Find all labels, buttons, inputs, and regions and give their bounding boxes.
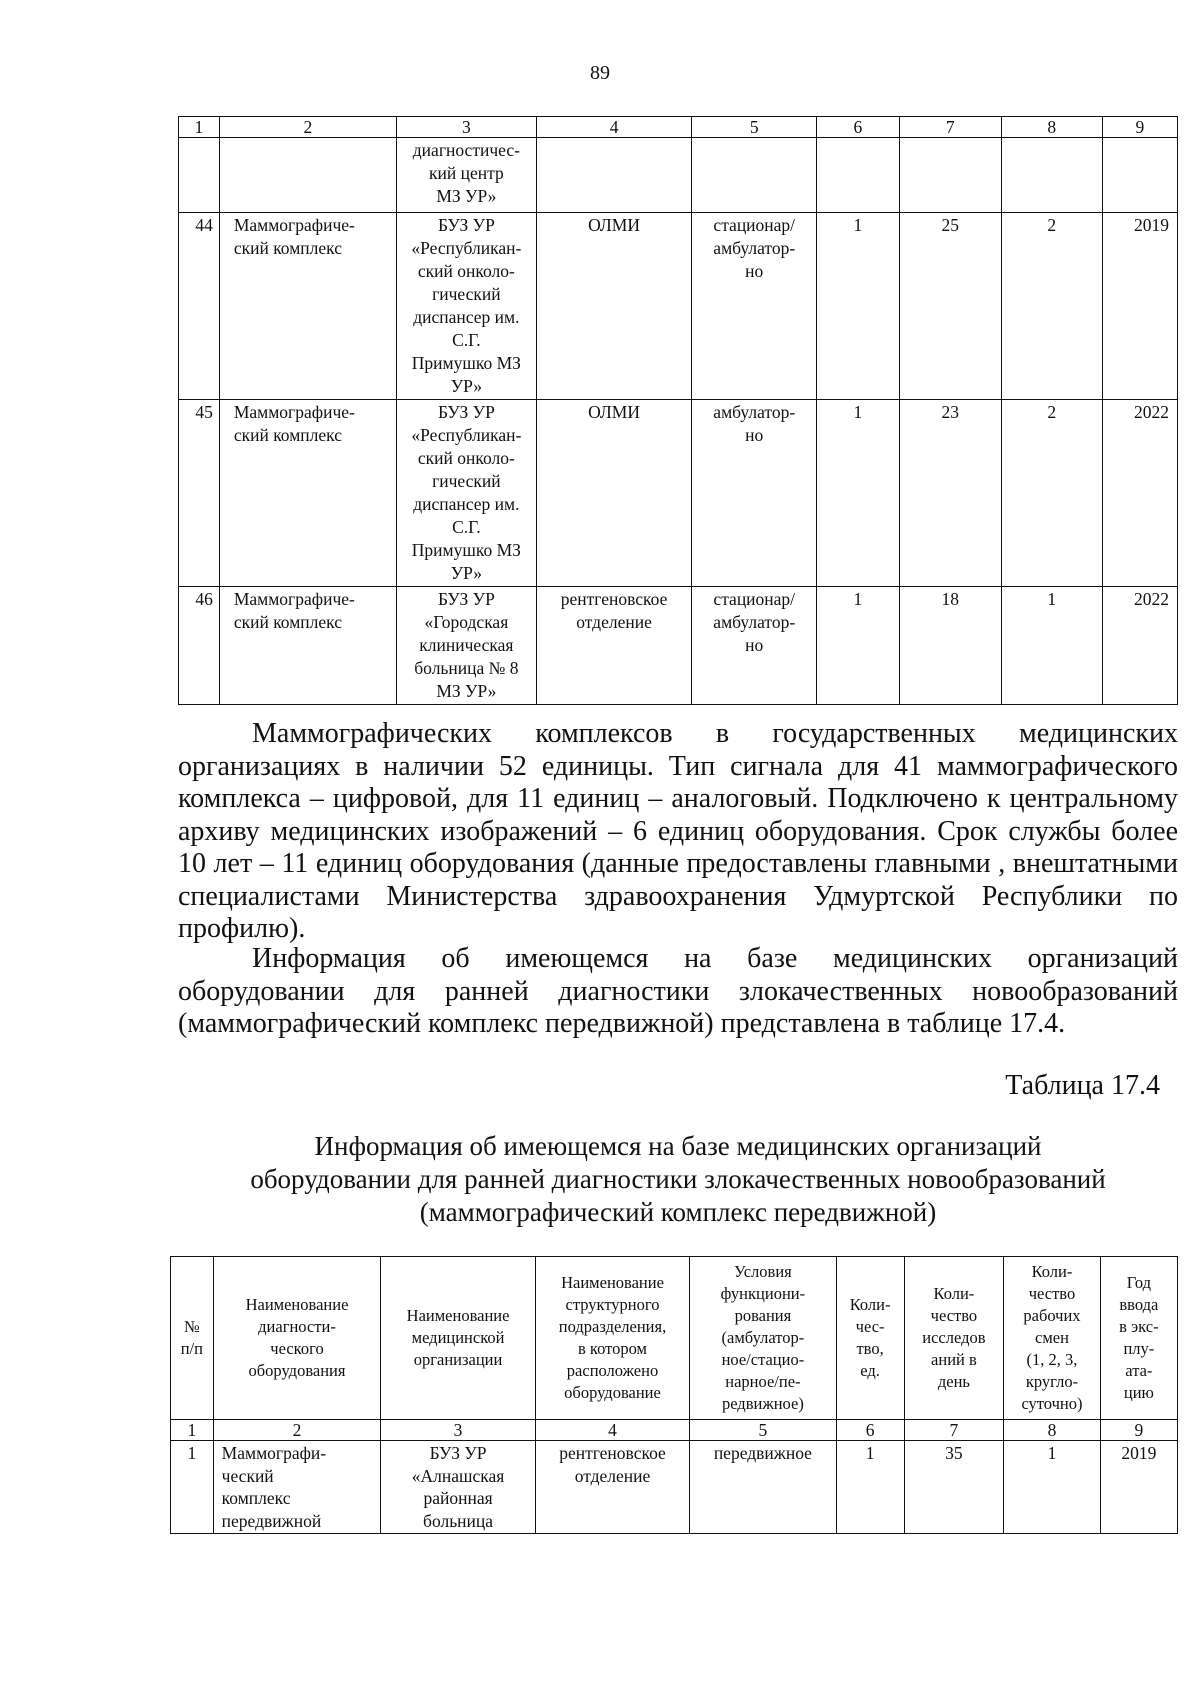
equipment-name-cell: Маммографиче- ский комплекс [219,213,396,400]
col-num-3: 3 [397,117,537,138]
header-quantity: Коли- чес- тво, ед. [836,1257,904,1420]
body-paragraph: Информация об имеющемся на базе медицинских организаций оборудовании для ранней диагностики злокачественных новообразований (маммографический комплекс передвижной) представлена в таблице 17.4. [178,943,1178,1039]
shifts-cell [1001,138,1102,213]
header-number: № п/п [171,1257,214,1420]
shifts-cell: 2 [1001,213,1102,400]
quantity-cell [817,138,900,213]
organization-cell: диагностичес- кий центр МЗ УР» [397,138,537,213]
col-num-1: 1 [179,117,220,138]
header-year: Год ввода в экс- плу- ата- цию [1100,1257,1177,1420]
quantity-cell: 1 [817,213,900,400]
table-title: Информация об имеющемся на базе медицинских организаций оборудовании для ранней диагностики злокачественных новообразований (маммографический комплекс передвижной) [250,1131,1106,1227]
col-num-7: 7 [899,117,1001,138]
mobile-mammography-table [170,1256,1178,1534]
col-num-4: 4 [535,1420,689,1441]
header-conditions: Условия функциони- рования (амбулатор- ное/стацио- нарное/пе- редвижное) [690,1257,836,1420]
studies-per-day-cell: 25 [899,213,1001,400]
header-studies-per-day: Коли- чество исследов аний в день [904,1257,1004,1420]
year-cell [1102,138,1177,213]
conditions-cell [692,138,817,213]
year-cell: 2022 [1102,400,1177,587]
equipment-name-cell: Маммографиче- ский комплекс [219,587,396,705]
col-num-8: 8 [1001,117,1102,138]
page-number: 89 [590,62,610,84]
conditions-cell: амбулатор- но [692,400,817,587]
table-row [179,138,1178,213]
header-organization: Наименование медицинской организации [381,1257,535,1420]
department-cell: ОЛМИ [536,213,692,400]
header-department: Наименование структурного подразделения, в котором расположено оборудование [535,1257,689,1420]
department-cell: рентгеновское отделение [536,587,692,705]
year-cell: 2022 [1102,587,1177,705]
studies-per-day-cell [899,138,1001,213]
conditions-cell: передвижное [690,1441,836,1534]
year-cell: 2019 [1100,1441,1177,1534]
body-paragraph: Маммографических комплексов в государственных медицинских организациях в наличии 52 единицы. Тип сигнала для 41 маммографического комплекса – цифровой, для 11 единиц – аналоговый. Подключено к центральному архиву медицинских изображений – 6 единиц оборудования. Срок службы более 10 лет – 11 единиц оборудования (данные предоставлены главными , внештатными специалистами Министерства здравоохранения Удмуртской Республики по профилю). [178,718,1178,944]
col-num-6: 6 [817,117,900,138]
department-cell: рентгеновское отделение [535,1441,689,1534]
quantity-cell: 1 [817,587,900,705]
equipment-name-cell: Маммографи- ческий комплекс передвижной [213,1441,381,1534]
col-num-6: 6 [836,1420,904,1441]
col-num-5: 5 [690,1420,836,1441]
header-equipment-name: Наименование диагности- ческого оборудования [213,1257,381,1420]
organization-cell: БУЗ УР «Городская клиническая больница № 8 МЗ УР» [397,587,537,705]
equipment-name-cell [219,138,396,213]
row-number-cell: 1 [171,1441,214,1534]
table-label: Таблица 17.4 [1005,1070,1160,1101]
shifts-cell: 2 [1001,400,1102,587]
row-number-cell: 46 [179,587,220,705]
conditions-cell: стационар/ амбулатор- но [692,213,817,400]
col-num-4: 4 [536,117,692,138]
conditions-cell: стационар/ амбулатор- но [692,587,817,705]
shifts-cell: 1 [1001,587,1102,705]
column-number-row [179,117,1178,138]
organization-cell: БУЗ УР «Республикан- ский онколо- гический диспансер им. С.Г. Примушко МЗ УР» [397,213,537,400]
column-number-row [171,1420,1178,1441]
col-num-9: 9 [1100,1420,1177,1441]
equipment-name-cell: Маммографиче- ский комплекс [219,400,396,587]
table-row [179,587,1178,705]
col-num-7: 7 [904,1420,1004,1441]
organization-cell: БУЗ УР «Алнашская районная больница [381,1441,535,1534]
year-cell: 2019 [1102,213,1177,400]
header-row [171,1257,1178,1420]
col-num-2: 2 [213,1420,381,1441]
row-number-cell: 45 [179,400,220,587]
table-row [179,400,1178,587]
shifts-cell: 1 [1004,1441,1101,1534]
col-num-3: 3 [381,1420,535,1441]
studies-per-day-cell: 35 [904,1441,1004,1534]
col-num-8: 8 [1004,1420,1101,1441]
col-num-1: 1 [171,1420,214,1441]
studies-per-day-cell: 23 [899,400,1001,587]
header-shifts: Коли- чество рабочих смен (1, 2, 3, кругло- суточно) [1004,1257,1101,1420]
quantity-cell: 1 [836,1441,904,1534]
row-number-cell: 44 [179,213,220,400]
quantity-cell: 1 [817,400,900,587]
organization-cell: БУЗ УР «Республикан- ский онколо- гический диспансер им. С.Г. Примушко МЗ УР» [397,400,537,587]
table-row [171,1441,1178,1534]
department-cell: ОЛМИ [536,400,692,587]
equipment-table-continued [178,116,1178,705]
studies-per-day-cell: 18 [899,587,1001,705]
row-number-cell [179,138,220,213]
table-row [179,213,1178,400]
department-cell [536,138,692,213]
col-num-5: 5 [692,117,817,138]
col-num-9: 9 [1102,117,1177,138]
col-num-2: 2 [219,117,396,138]
